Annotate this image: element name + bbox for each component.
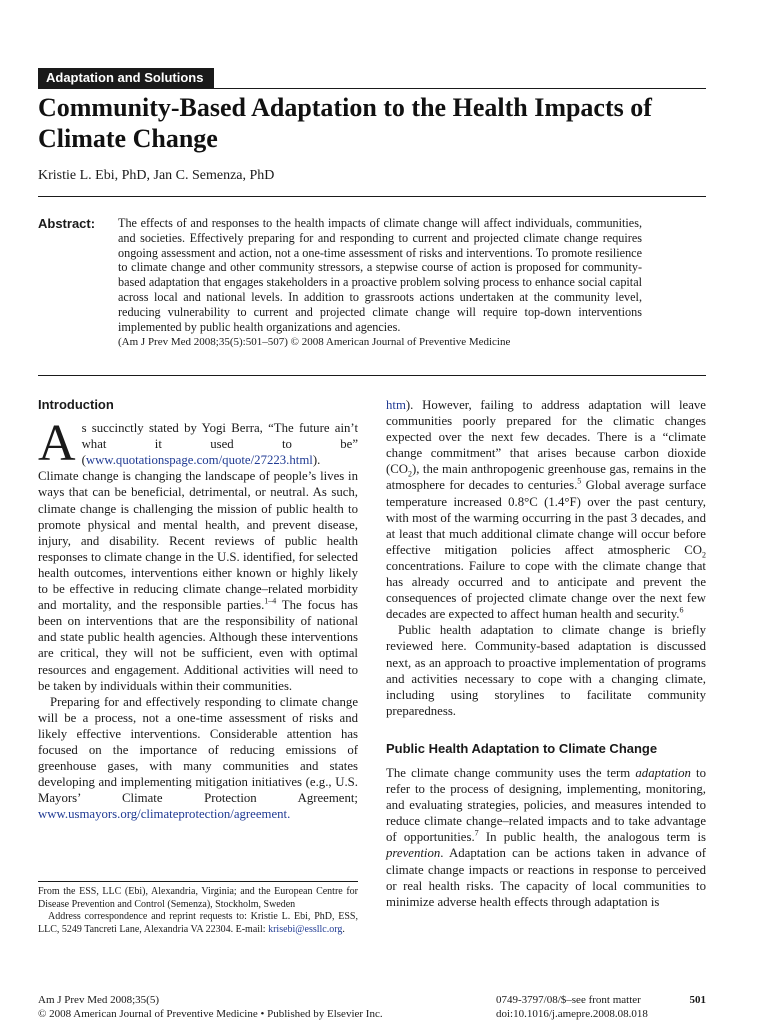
correspondence-text: Address correspondence and reprint requests to: Kristie L. Ebi, PhD, ESS, LLC, 5249 Tancreti Lane, Alexandria VA 22304. E-mail: bbox=[38, 911, 358, 935]
section-tag: Adaptation and Solutions bbox=[38, 68, 214, 88]
footnote-affiliation: From the ESS, LLC (Ebi), Alexandria, Virginia; and the European Centre for Disease Prevention and Control (Semenza), Stockholm, Sweden bbox=[38, 886, 358, 910]
right-p1-b: ), the main anthropogenic greenhouse gas, remains in the atmosphere for decades to centuries. bbox=[386, 462, 706, 493]
right-paragraph-1 bbox=[386, 397, 706, 622]
ref-1-4[interactable]: 1–4 bbox=[264, 596, 277, 606]
usmayors-link[interactable]: www.usmayors.org/climateprotection/agreement. bbox=[38, 807, 291, 822]
authors: Kristie L. Ebi, PhD, Jan C. Semenza, PhD bbox=[38, 168, 275, 183]
right-p1-d: concentrations. Failure to cope with the climate change that has already occurred and to anticipate and prevent the consequences of projected climate change over the next few decades are expected to affect human health and security. bbox=[386, 558, 706, 622]
footer-bullet: • bbox=[260, 1008, 265, 1020]
abstract-bottom-rule bbox=[38, 375, 706, 376]
right-p3-d: . Adaptation can be actions taken in advance of climate change impacts or reactions in response to perceived or real health risks. The capacity of local communities to minimize adverse health effects through adaptation is bbox=[386, 846, 706, 909]
ref-6[interactable]: 6 bbox=[679, 605, 684, 615]
right-paragraph-2: Public health adaptation to climate change is briefly reviewed here. Community-based adaptation is discussed next, as an approach to proactive implementation of programs and activities necessary to cope with a changing climate, including using storylines to facilitate community preparedness. bbox=[386, 623, 706, 718]
footer-copyright: © 2008 American Journal of Preventive Medicine bbox=[38, 1008, 258, 1020]
prevention-term: prevention bbox=[386, 846, 441, 861]
right-p3-a: The climate change community uses the term bbox=[386, 765, 636, 780]
co2-subscript-2: 2 bbox=[702, 550, 706, 560]
header-rule bbox=[38, 88, 706, 89]
intro-p2-start: Preparing for and effectively responding to climate change will be a process, not a one-time assessment of risks and likely effective interventions. Considerable attention has focused on the importance of reducing emissions of greenhouse gases, with many communities and states developing and implementing mitigation initiatives (e.g., U.S. Mayors’ Climate Protection Agreement; bbox=[38, 694, 358, 806]
intro-p1-mid: ). Climate change is changing the landscape of people’s lives in ways that can be beneficial, detrimental, or neutral. As such, climate change is challenging the mission of public health to promote physical and mental health, and prevent disease, injury, and disability. Recent reviews of public health responses to climate change in the U.S. identified, for selected health outcomes, interventions either known or highly likely to be effective in reducing climate change–related morbidity and mortality, and the responsible parties. bbox=[38, 453, 358, 613]
footer-publisher: Published by Elsevier Inc. bbox=[267, 1008, 383, 1020]
email-end: . bbox=[342, 923, 345, 935]
abstract-citation: (Am J Prev Med 2008;35(5):501–507) © 2008 American Journal of Preventive Medicine bbox=[118, 336, 511, 349]
right-paragraph-3 bbox=[386, 765, 706, 910]
intro-paragraph-2 bbox=[38, 694, 358, 823]
intro-paragraph-1 bbox=[38, 415, 358, 694]
quotation-link[interactable]: www.quotationspage.com/quote/27223.html bbox=[85, 453, 313, 468]
co2-subscript: 2 bbox=[408, 469, 413, 479]
ref-5[interactable]: 5 bbox=[577, 477, 582, 487]
email-link[interactable]: krisebi@essllc.org bbox=[268, 923, 343, 935]
right-p1-c: Global average surface temperature increased 0.8°C (1.4°F) over the past century, with most of the warming occurring in the past 3 decades, and at least that much additional climate change will occur before effective mitigation policies affect atmospheric CO bbox=[386, 478, 706, 557]
footnote-rule bbox=[38, 881, 358, 882]
footnote-correspondence bbox=[38, 911, 358, 936]
abstract-label: Abstract: bbox=[38, 216, 96, 231]
footer-copyright-line bbox=[38, 1007, 383, 1021]
adaptation-term: adaptation bbox=[635, 765, 691, 780]
footer-issn-line bbox=[496, 993, 706, 1007]
page-number: 501 bbox=[689, 994, 706, 1006]
abstract-body bbox=[118, 216, 642, 350]
abstract-top-rule bbox=[38, 196, 706, 197]
left-column bbox=[38, 397, 358, 822]
intro-p1-end: The focus has been on interventions that are the responsibility of national and state public health agencies. Although these interventions are critical, they will not be sufficient, even with optimal resources and engagement. Additional activities will need to be taken by individuals within their communities. bbox=[38, 598, 358, 693]
right-p1-a: ). However, failing to address adaptation will leave communities poorly prepared for the climatic changes expected over the next few decades. There is a “climate change commitment” that arises because carbon dioxide (CO bbox=[386, 398, 706, 477]
right-column bbox=[386, 397, 706, 910]
right-p3-c: In public health, the analogous term is bbox=[478, 830, 707, 845]
footer-doi: doi:10.1016/j.amepre.2008.08.018 bbox=[496, 1008, 648, 1020]
drop-cap: A bbox=[38, 415, 76, 473]
htm-link[interactable]: htm bbox=[386, 398, 406, 412]
ref-7[interactable]: 7 bbox=[474, 829, 479, 839]
intro-p1-start: s succinctly stated by Yogi Berra, “The future ain’t what it used to be” ( bbox=[81, 421, 358, 468]
footer-left bbox=[38, 993, 383, 1021]
footnote bbox=[38, 886, 358, 936]
footer-right bbox=[496, 993, 706, 1021]
adaptation-heading: Public Health Adaptation to Climate Change bbox=[386, 740, 658, 756]
footer-journal: Am J Prev Med 2008;35(5) bbox=[38, 994, 159, 1006]
intro-heading: Introduction bbox=[38, 397, 114, 412]
footer-issn: 0749-3797/08/$–see front matter bbox=[496, 994, 641, 1006]
right-p3-b: to refer to the process of designing, implementing, monitoring, and evaluating strategies, policies, and measures intended to reduce climate change–related impacts and to take advantage of opportunities. bbox=[386, 765, 706, 845]
article-title: Community-Based Adaptation to the Health Impacts of Climate Change bbox=[38, 93, 652, 153]
abstract-text: The effects of and responses to the health impacts of climate change will affect individuals, communities, and societies. Effectively preparing for and responding to current and projected climate change requires ongoing assessment and action, not a one-time assessment of risks and interventions. To promote resilience to climate change and other community stressors, a stepwise course of action is proposed for community-based adaptation that engages stakeholders in a proactive problem solving process to enhance social capital across local and national levels. In addition to grassroots actions undertaken at the community level, reducing vulnerability to current and projected climate change will require top-down interventions implemented by public health organizations and agencies. bbox=[118, 216, 642, 334]
